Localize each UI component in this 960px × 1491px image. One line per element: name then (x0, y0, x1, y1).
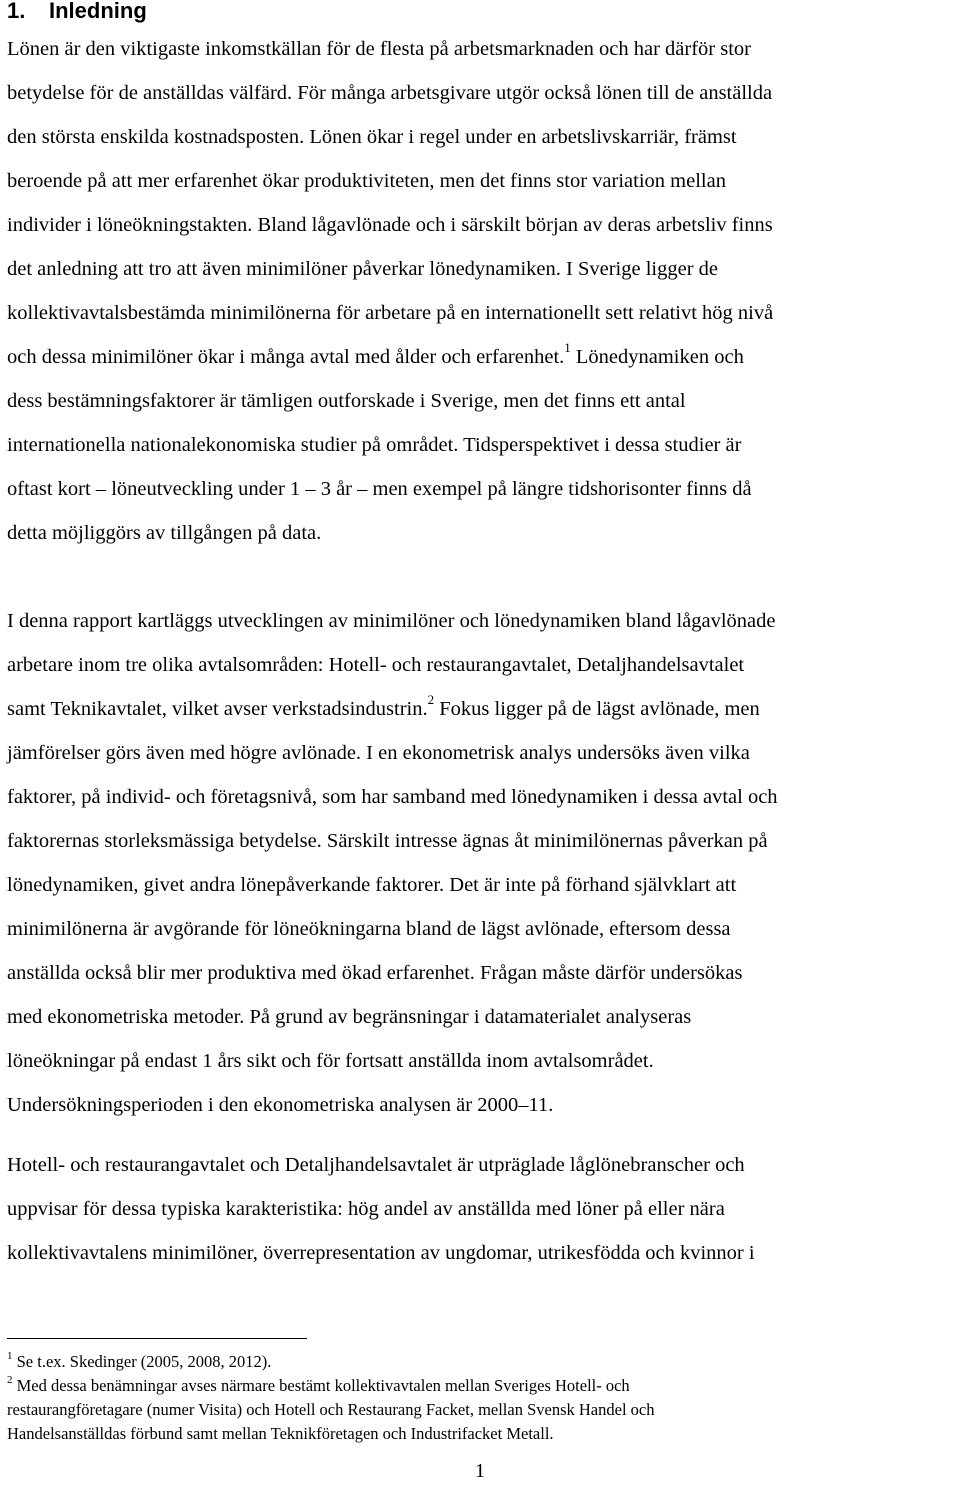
text-line: Undersökningsperioden i den ekonometriska analysen är 2000–11. (7, 1094, 554, 1116)
footnote-text: Handelsanställdas förbund samt mellan Teknikföretagen och Industrifacket Metall. (7, 1424, 554, 1443)
text-line: kollektivavtalsbestämda minimilönerna för arbetare på en internationellt sett relativt hög nivå (7, 302, 774, 324)
section-heading (7, 0, 147, 28)
footnote-ref-1[interactable]: 1 (564, 340, 571, 356)
footnote-mark: 2 (7, 1373, 13, 1386)
text-line: minimilönerna är avgörande för löneökningarna bland de lägst avlönade, eftersom dessa (7, 918, 731, 940)
footnote-separator (7, 1338, 307, 1339)
text-line: lönedynamiken, givet andra lönepåverkande faktorer. Det är inte på förhand självklart att (7, 874, 737, 896)
text-segment: Fokus ligger på de lägst avlönade, men (434, 698, 760, 720)
footnote-ref-2[interactable]: 2 (427, 692, 435, 708)
text-line: betydelse för de anställdas välfärd. För många arbetsgivare utgör också lönen till de anställda (7, 82, 773, 104)
section-number: 1. (7, 0, 26, 23)
footnotes (7, 1350, 654, 1446)
text-segment: och dessa minimilöner ökar i många avtal med ålder och erfarenhet. (7, 346, 565, 368)
text-line: löneökningar på endast 1 års sikt och för fortsatt anställda inom avtalsområdet. (7, 1050, 654, 1072)
section-title: Inledning (49, 0, 147, 23)
paragraph-1 (7, 27, 773, 555)
text-line: individer i löneökningstakten. Bland lågavlönade och i särskilt början av deras arbetsliv finns (7, 214, 773, 236)
footnote-text: restaurangföretagare (numer Visita) och Hotell och Restaurang Facket, mellan Svensk Handel och (7, 1400, 655, 1419)
text-line: Hotell- och restaurangavtalet och Detaljhandelsavtalet är utpräglade låglönebranscher och (7, 1154, 745, 1176)
text-line: beroende på att mer erfarenhet ökar produktiviteten, men det finns stor variation mellan (7, 170, 726, 192)
footnote-mark: 1 (7, 1349, 13, 1362)
footnote-text: Se t.ex. Skedinger (2005, 2008, 2012). (16, 1352, 272, 1371)
text-line: detta möjliggörs av tillgången på data. (7, 522, 322, 544)
text-line (7, 687, 778, 731)
text-line: kollektivavtalens minimilöner, överrepresentation av ungdomar, utrikesfödda och kvinnor i (7, 1242, 755, 1264)
text-segment: Lönedynamiken och (570, 346, 744, 368)
text-line: jämförelser görs även med högre avlönade. I en ekonometrisk analys undersöks även vilka (7, 742, 750, 764)
text-segment: samt Teknikavtalet, vilket avser verkstadsindustrin. (7, 698, 428, 720)
paragraph-3 (7, 1143, 755, 1275)
text-line: den största enskilda kostnadsposten. Lönen ökar i regel under en arbetslivskarriär, främst (7, 126, 737, 148)
paragraph-2 (7, 599, 778, 1127)
footnote-2 (7, 1374, 654, 1398)
text-line: uppvisar för dessa typiska karakteristika: hög andel av anställda med löner på eller nära (7, 1198, 725, 1220)
text-line: det anledning att tro att även minimilöner påverkar lönedynamiken. I Sverige ligger de (7, 258, 719, 280)
text-line: med ekonometriska metoder. På grund av begränsningar i datamaterialet analyseras (7, 1006, 692, 1028)
text-line: arbetare inom tre olika avtalsområden: Hotell- och restaurangavtalet, Detaljhandelsavtalet (7, 654, 745, 676)
text-line: internationella nationalekonomiska studier på området. Tidsperspektivet i dessa studier är (7, 434, 742, 456)
text-line: I denna rapport kartläggs utvecklingen av minimilöner och lönedynamiken bland lågavlönade (7, 610, 776, 632)
text-line: oftast kort – löneutveckling under 1 – 3 år – men exempel på längre tidshorisonter finns då (7, 478, 752, 500)
text-line: faktorernas storleksmässiga betydelse. Särskilt intresse ägnas åt minimilönernas påverkan på (7, 830, 768, 852)
text-line: dess bestämningsfaktorer är tämligen outforskade i Sverige, men det finns ett antal (7, 390, 686, 412)
footnote-1 (7, 1350, 654, 1374)
page-number: 1 (474, 1460, 486, 1482)
text-line: Lönen är den viktigaste inkomstkällan för de flesta på arbetsmarknaden och har därför stor (7, 38, 751, 60)
footnote-text: Med dessa benämningar avses närmare bestämt kollektivavtalen mellan Sveriges Hotell- och (16, 1376, 630, 1395)
text-line: anställda också blir mer produktiva med ökad erfarenhet. Frågan måste därför undersökas (7, 962, 743, 984)
text-line: faktorer, på individ- och företagsnivå, som har samband med lönedynamiken i dessa avtal och (7, 786, 778, 808)
text-line (7, 335, 773, 379)
